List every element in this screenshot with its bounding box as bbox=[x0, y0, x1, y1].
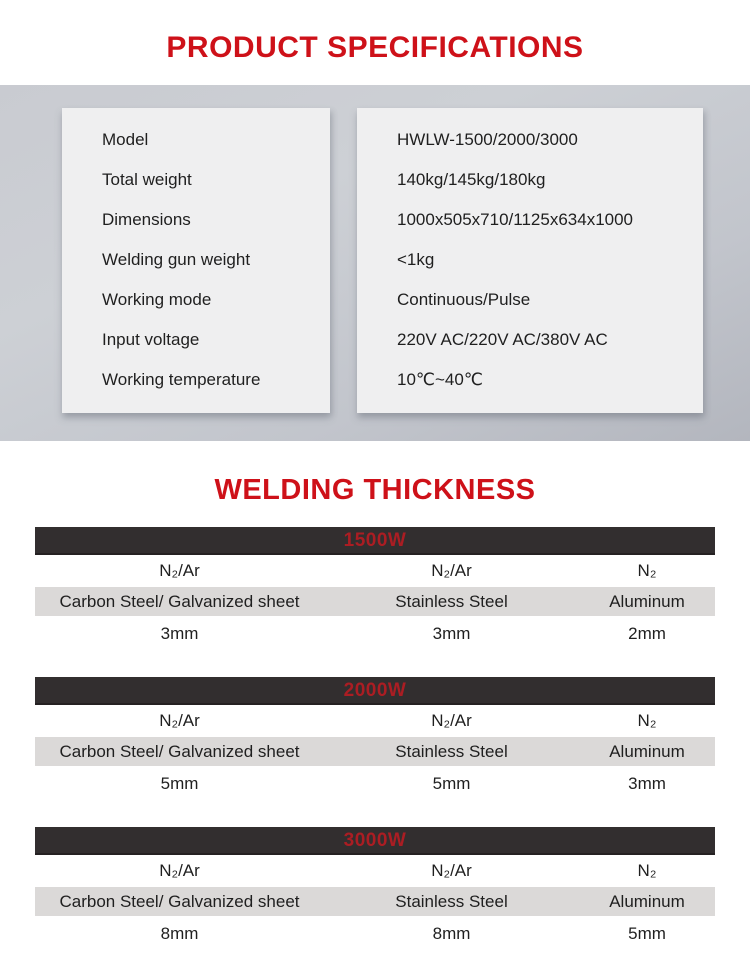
material-cell: Carbon Steel/ Galvanized sheet bbox=[59, 591, 300, 611]
material-cell: Stainless Steel bbox=[395, 891, 508, 911]
gas-cell: N₂/Ar bbox=[431, 711, 472, 730]
spec-value-temperature: 10℃~40℃ bbox=[397, 370, 483, 389]
thickness-row bbox=[35, 766, 715, 801]
thickness-table-3000w bbox=[35, 827, 715, 951]
thickness-cell: 3mm bbox=[160, 623, 199, 643]
spec-label-voltage: Input voltage bbox=[102, 330, 200, 349]
page-title: PRODUCT SPECIFICATIONS bbox=[166, 31, 584, 64]
thickness-row bbox=[35, 916, 715, 951]
spec-value-gun-weight: <1kg bbox=[397, 250, 435, 269]
thickness-cell: 3mm bbox=[432, 623, 471, 643]
welding-thickness-tables bbox=[35, 527, 715, 977]
thickness-cell: 8mm bbox=[432, 923, 471, 943]
gas-cell: N₂/Ar bbox=[431, 861, 472, 880]
power-header-1500w: 1500W bbox=[35, 527, 715, 555]
spec-labels-panel bbox=[62, 108, 330, 413]
material-row bbox=[35, 887, 715, 916]
material-row bbox=[35, 587, 715, 616]
gas-cell: N₂ bbox=[637, 711, 657, 730]
thickness-table-2000w bbox=[35, 677, 715, 801]
spec-label-dimensions: Dimensions bbox=[102, 210, 191, 229]
material-cell: Aluminum bbox=[609, 591, 685, 611]
power-header-3000w: 3000W bbox=[35, 827, 715, 855]
gas-row bbox=[35, 705, 715, 737]
thickness-cell: 2mm bbox=[628, 623, 666, 643]
material-cell: Stainless Steel bbox=[395, 741, 508, 761]
thickness-cell: 3mm bbox=[628, 773, 666, 793]
spec-label-model: Model bbox=[102, 130, 149, 149]
material-row bbox=[35, 737, 715, 766]
gas-row bbox=[35, 555, 715, 587]
material-cell: Carbon Steel/ Galvanized sheet bbox=[59, 891, 300, 911]
gas-cell: N₂/Ar bbox=[159, 711, 200, 730]
thickness-cell: 5mm bbox=[628, 923, 666, 943]
gas-cell: N₂ bbox=[637, 561, 657, 580]
spec-label-mode: Working mode bbox=[102, 290, 212, 309]
thickness-cell: 5mm bbox=[432, 773, 471, 793]
gas-cell: N₂/Ar bbox=[159, 861, 200, 880]
spec-value-dimensions: 1000x505x710/1125x634x1000 bbox=[397, 210, 634, 229]
spec-value-model: HWLW-1500/2000/3000 bbox=[397, 130, 578, 149]
material-cell: Stainless Steel bbox=[395, 591, 508, 611]
spec-section bbox=[0, 85, 750, 441]
thickness-row bbox=[35, 616, 715, 651]
gas-row bbox=[35, 855, 715, 887]
spec-label-weight: Total weight bbox=[102, 170, 192, 189]
spec-label-temperature: Working temperature bbox=[102, 370, 261, 389]
spec-value-mode: Continuous/Pulse bbox=[397, 290, 531, 309]
power-header-2000w: 2000W bbox=[35, 677, 715, 705]
thickness-cell: 8mm bbox=[160, 923, 199, 943]
welding-thickness-title: WELDING THICKNESS bbox=[214, 474, 536, 506]
thickness-table-1500w bbox=[35, 527, 715, 651]
gas-cell: N₂/Ar bbox=[431, 561, 472, 580]
material-cell: Carbon Steel/ Galvanized sheet bbox=[59, 741, 300, 761]
spec-value-weight: 140kg/145kg/180kg bbox=[397, 170, 546, 189]
gas-cell: N₂ bbox=[637, 861, 657, 880]
material-cell: Aluminum bbox=[609, 741, 685, 761]
spec-label-gun-weight: Welding gun weight bbox=[102, 250, 251, 269]
spec-value-voltage: 220V AC/220V AC/380V AC bbox=[397, 330, 608, 349]
spec-values-panel bbox=[357, 108, 703, 413]
thickness-cell: 5mm bbox=[160, 773, 199, 793]
material-cell: Aluminum bbox=[609, 891, 685, 911]
gas-cell: N₂/Ar bbox=[159, 561, 200, 580]
